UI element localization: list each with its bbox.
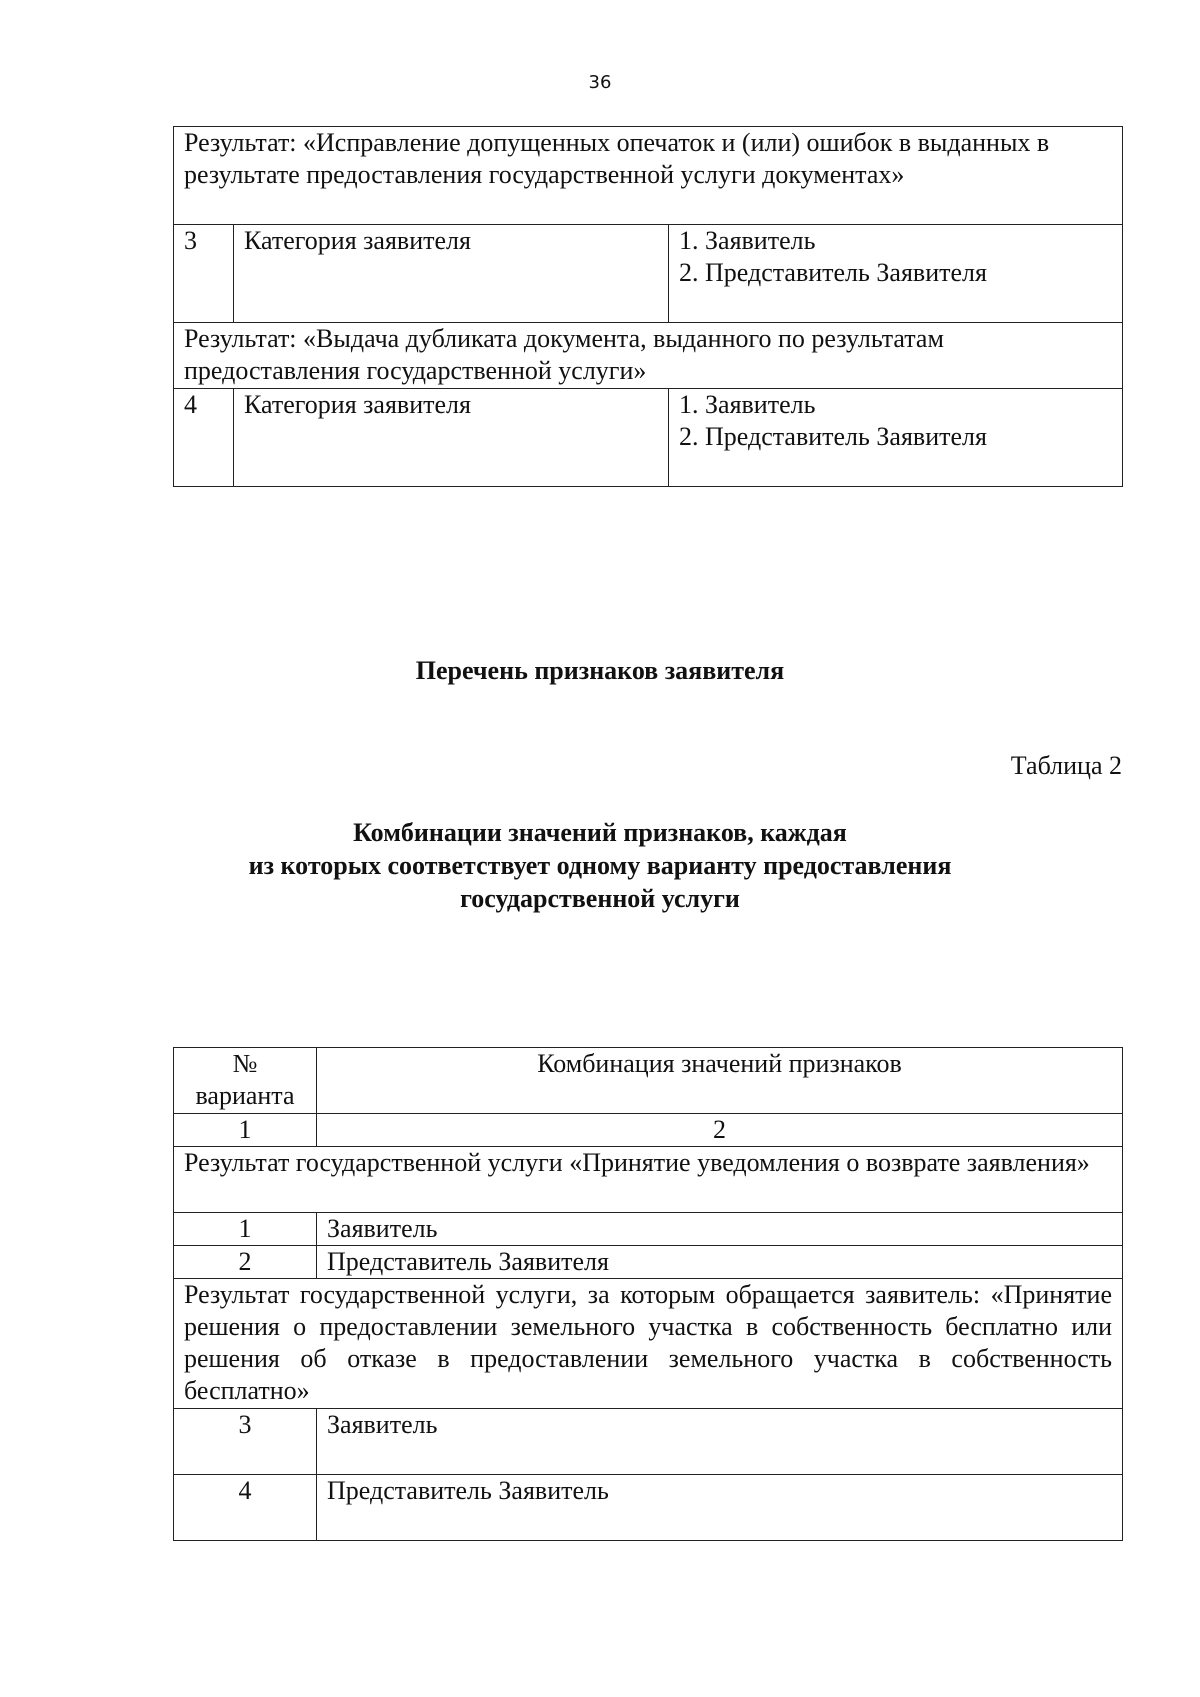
result-row: [174, 1147, 1123, 1213]
row-number: 3: [174, 225, 234, 323]
row-number: 1: [174, 1213, 317, 1246]
result-cell: Результат: «Исправление допущенных опечаток и (или) ошибок в выданных в результате предоставления государственной услуги документах»: [174, 127, 1123, 225]
header-combination: Комбинация значений признаков: [317, 1048, 1123, 1114]
row-number: 4: [174, 1475, 317, 1541]
row-number: 4: [174, 389, 234, 487]
result-row: [174, 1279, 1123, 1409]
header-variant-number: [174, 1048, 317, 1114]
table-title: [0, 816, 1200, 915]
row-text: Заявитель: [317, 1409, 1123, 1475]
row-label: Категория заявителя: [234, 225, 669, 323]
result-cell: Результат государственной услуги, за которым обращается заявитель: «Принятие решения о предоставлении земельного участка в собственность бесплатно или решения об отказе в предоставлении земельного участка в собственность бесплатно»: [174, 1279, 1123, 1409]
header-text: №: [232, 1049, 258, 1078]
table-row: [174, 1409, 1123, 1475]
value-item: 2. Представитель Заявителя: [679, 422, 987, 451]
row-number: 3: [174, 1409, 317, 1475]
table-row: [174, 389, 1123, 487]
table-row: [174, 1475, 1123, 1541]
value-item: 2. Представитель Заявителя: [679, 258, 987, 287]
result-row: [174, 323, 1123, 389]
variants-table: [173, 126, 1123, 487]
row-values: [669, 225, 1123, 323]
table-title-line: из которых соответствует одному варианту предоставления: [248, 851, 952, 880]
table-title-line: Комбинации значений признаков, каждая: [353, 818, 847, 847]
index-row: [174, 1114, 1123, 1147]
row-text: Заявитель: [317, 1213, 1123, 1246]
section-title: Перечень признаков заявителя: [415, 656, 785, 685]
row-label: Категория заявителя: [234, 389, 669, 487]
row-number: 2: [174, 1246, 317, 1279]
header-row: [174, 1048, 1123, 1114]
row-text: Представитель Заявителя: [317, 1246, 1123, 1279]
header-text: варианта: [195, 1081, 295, 1110]
value-item: 1. Заявитель: [679, 226, 816, 255]
result-row: [174, 127, 1123, 225]
row-values: [669, 389, 1123, 487]
table-row: [174, 1213, 1123, 1246]
table-title-line: государственной услуги: [460, 884, 740, 913]
index-cell: 2: [317, 1114, 1123, 1147]
page-number: 36: [588, 72, 612, 93]
value-item: 1. Заявитель: [679, 390, 816, 419]
result-cell: Результат: «Выдача дубликата документа, выданного по результатам предоставления государственной услуги»: [174, 323, 1123, 389]
table-row: [174, 225, 1123, 323]
index-cell: 1: [174, 1114, 317, 1147]
table-label: Таблица 2: [1010, 751, 1122, 780]
row-text: Представитель Заявитель: [317, 1475, 1123, 1541]
table-row: [174, 1246, 1123, 1279]
result-cell: Результат государственной услуги «Принятие уведомления о возврате заявления»: [174, 1147, 1123, 1213]
combinations-table: [173, 1047, 1123, 1541]
